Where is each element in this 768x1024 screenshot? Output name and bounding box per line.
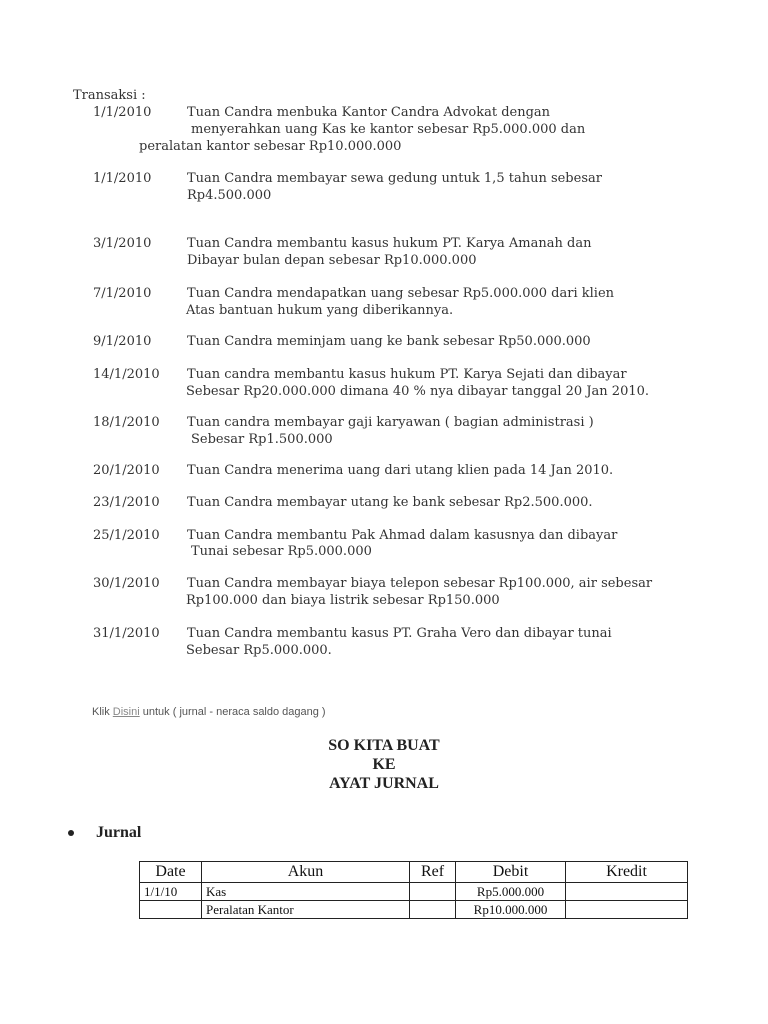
transaction-date: 7/1/2010 [93,286,152,301]
transaction-description: Tuan Candra meminjam uang ke bank sebesar Rp50.000.000 [187,334,591,349]
transaction-date: 30/1/2010 [93,576,160,591]
heading-line-3: AYAT JURNAL [329,775,439,792]
table-row [140,901,688,919]
transaction-description: Tuan Candra membayar utang ke bank sebesar Rp2.500.000. [187,495,593,510]
transaction-description: Sebesar Rp20.000.000 dimana 40 % nya dibayar tanggal 20 Jan 2010. [186,384,650,399]
transaction-description: Sebesar Rp1.500.000 [191,432,333,447]
transaction-description: Tuan Candra menbuka Kantor Candra Advokat dengan [187,105,551,120]
transaction-description: Tuan Candra membantu kasus hukum PT. Karya Amanah dan [187,236,592,251]
column-header-debit: Debit [456,862,566,883]
transaction-date: 9/1/2010 [93,334,152,349]
transaction-description: Atas bantuan hukum yang diberikannya. [186,303,454,318]
intro-suffix: untuk ( jurnal - neraca saldo dagang ) [142,706,326,718]
transaction-description: Rp4.500.000 [187,188,272,203]
column-header-kredit: Kredit [566,862,688,883]
transaction-date: 25/1/2010 [93,528,160,543]
intro-line [92,706,326,718]
column-header-date: Date [140,862,202,883]
journal-table [139,861,688,919]
transaction-description: Tuan Candra membayar biaya telepon sebesar Rp100.000, air sebesar [187,576,653,591]
cell-kredit [566,883,688,901]
cell-kredit [566,901,688,919]
cell-date: 1/1/10 [140,883,202,901]
bullet-label-jurnal: Jurnal [96,824,142,841]
transaction-description: Tuan Candra membayar sewa gedung untuk 1,5 tahun sebesar [187,171,602,186]
transaction-date: 20/1/2010 [93,463,160,478]
cell-debit: Rp10.000.000 [456,901,566,919]
cell-akun: Kas [202,883,410,901]
transaction-description: Rp100.000 dan biaya listrik sebesar Rp150.000 [186,593,500,608]
cell-ref [410,901,456,919]
transaction-date: 18/1/2010 [93,415,160,430]
table-header-row [140,862,688,883]
transaction-description: peralatan kantor sebesar Rp10.000.000 [139,139,402,154]
transaction-description: Tuan Candra mendapatkan uang sebesar Rp5.000.000 dari klien [187,286,615,301]
transaction-date: 31/1/2010 [93,626,160,641]
transaction-description: Tuan candra membayar gaji karyawan ( bagian administrasi ) [187,415,594,430]
cell-date [140,901,202,919]
cell-debit: Rp5.000.000 [456,883,566,901]
transaction-description: Tuan candra membantu kasus hukum PT. Karya Sejati dan dibayar [187,367,627,382]
column-header-akun: Akun [202,862,410,883]
heading-line-2: KE [372,756,396,773]
transaction-description: Sebesar Rp5.000.000. [186,643,332,658]
transaction-date: 1/1/2010 [93,105,152,120]
intro-prefix: Klik [92,706,110,718]
transaction-date: 3/1/2010 [93,236,152,251]
column-header-ref: Ref [410,862,456,883]
table-row [140,883,688,901]
transaction-date: 23/1/2010 [93,495,160,510]
heading-line-1: SO KITA BUAT [328,737,440,754]
transaction-date: 1/1/2010 [93,171,152,186]
bullet-icon [68,830,74,836]
transaction-description: Dibayar bulan depan sebesar Rp10.000.000 [187,253,477,268]
disini-link[interactable]: Disini [112,706,140,718]
transaction-date: 14/1/2010 [93,367,160,382]
transaction-description: Tuan Candra menerima uang dari utang klien pada 14 Jan 2010. [187,463,614,478]
transaction-description: Tuan Candra membantu kasus PT. Graha Vero dan dibayar tunai [187,626,612,641]
transaksi-label: Transaksi : [73,88,146,103]
transaction-description: Tunai sebesar Rp5.000.000 [191,544,372,559]
transaction-description: menyerahkan uang Kas ke kantor sebesar Rp5.000.000 dan [191,122,586,137]
transaction-description: Tuan Candra membantu Pak Ahmad dalam kasusnya dan dibayar [187,528,618,543]
cell-akun: Peralatan Kantor [202,901,410,919]
cell-ref [410,883,456,901]
